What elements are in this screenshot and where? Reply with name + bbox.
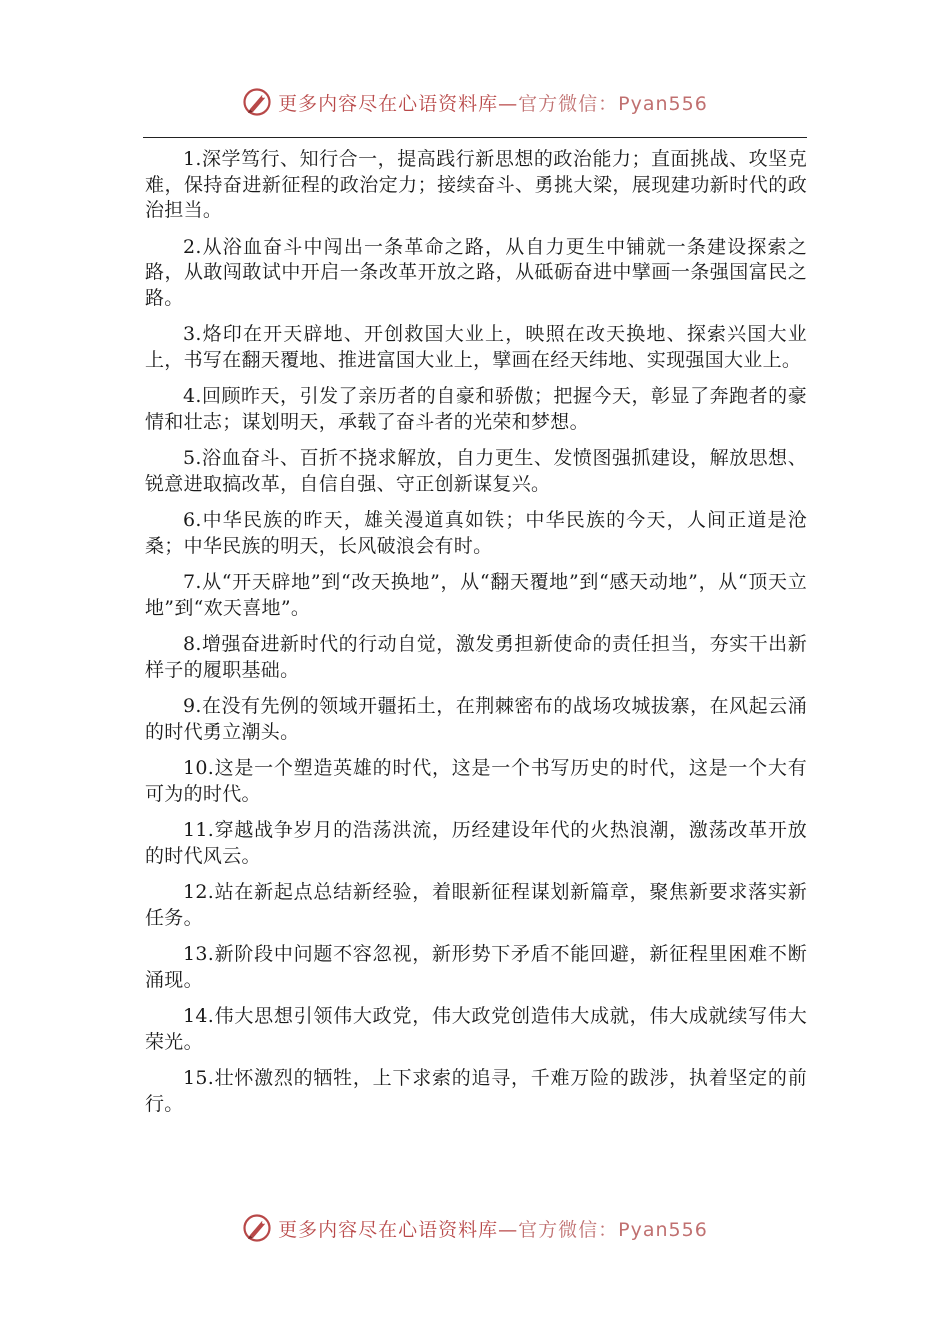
paragraph-12: 12.站在新起点总结新经验，着眼新征程谋划新篇章，聚焦新要求落实新任务。 — [145, 881, 807, 929]
header-banner — [0, 82, 950, 122]
paragraph-11: 11.穿越战争岁月的浩荡洪流，历经建设年代的火热浪潮，激荡改革开放的时代风云。 — [145, 819, 807, 867]
paragraph-2: 2.从浴血奋斗中闯出一条革命之路，从自力更生中铺就一条建设探索之路，从敢闯敢试中开启一条改革开放之路，从砥砺奋进中擘画一条强国富民之路。 — [145, 235, 807, 309]
pen-circle-logo-icon — [242, 87, 272, 117]
paragraph-4: 4.回顾昨天，引发了亲历者的自豪和骄傲；把握今天，彰显了奔跑者的豪情和壮志；谋划明天，承载了奋斗者的光荣和梦想。 — [145, 385, 807, 433]
paragraph-10: 10.这是一个塑造英雄的时代，这是一个书写历史的时代，这是一个大有可为的时代。 — [145, 757, 807, 805]
footer-banner — [0, 1208, 950, 1248]
paragraph-5: 5.浴血奋斗、百折不挠求解放，自力更生、发愤图强抓建设，解放思想、锐意进取搞改革，自信自强、守正创新谋复兴。 — [145, 447, 807, 495]
header-divider — [143, 137, 807, 138]
paragraph-13: 13.新阶段中问题不容忽视，新形势下矛盾不能回避，新征程里困难不断涌现。 — [145, 943, 807, 991]
footer-banner-sep: — — [498, 1218, 519, 1241]
document-body — [145, 147, 807, 1128]
paragraph-8: 8.增强奋进新时代的行动自觉，激发勇担新使命的责任担当，夯实干出新样子的履职基础。 — [145, 633, 807, 681]
header-banner-main: 更多内容尽在心语资料库 — [278, 92, 499, 115]
footer-banner-wechat: 官方微信：Pyan556 — [518, 1218, 708, 1241]
header-banner-wechat: 官方微信：Pyan556 — [518, 92, 708, 115]
header-banner-text — [278, 89, 708, 116]
pen-circle-logo-icon — [242, 1213, 272, 1243]
paragraph-6: 6.中华民族的昨天，雄关漫道真如铁；中华民族的今天，人间正道是沧桑；中华民族的明天，长风破浪会有时。 — [145, 509, 807, 557]
paragraph-7: 7.从“开天辟地”到“改天换地”，从“翻天覆地”到“感天动地”，从“顶天立地”到“欢天喜地”。 — [145, 571, 807, 619]
paragraph-3: 3.烙印在开天辟地、开创救国大业上，映照在改天换地、探索兴国大业上，书写在翻天覆地、推进富国大业上，擘画在经天纬地、实现强国大业上。 — [145, 323, 807, 371]
header-banner-sep: — — [498, 92, 519, 115]
paragraph-15: 15.壮怀激烈的牺牲，上下求索的追寻，千难万险的跋涉，执着坚定的前行。 — [145, 1067, 807, 1115]
footer-banner-text — [278, 1215, 708, 1242]
paragraph-9: 9.在没有先例的领域开疆拓土，在荆棘密布的战场攻城拔寨，在风起云涌的时代勇立潮头。 — [145, 695, 807, 743]
paragraph-1: 1.深学笃行、知行合一，提高践行新思想的政治能力；直面挑战、攻坚克难，保持奋进新征程的政治定力；接续奋斗、勇挑大梁，展现建功新时代的政治担当。 — [145, 148, 807, 221]
footer-banner-main: 更多内容尽在心语资料库 — [278, 1218, 499, 1241]
paragraph-14: 14.伟大思想引领伟大政党，伟大政党创造伟大成就，伟大成就续写伟大荣光。 — [145, 1005, 807, 1053]
